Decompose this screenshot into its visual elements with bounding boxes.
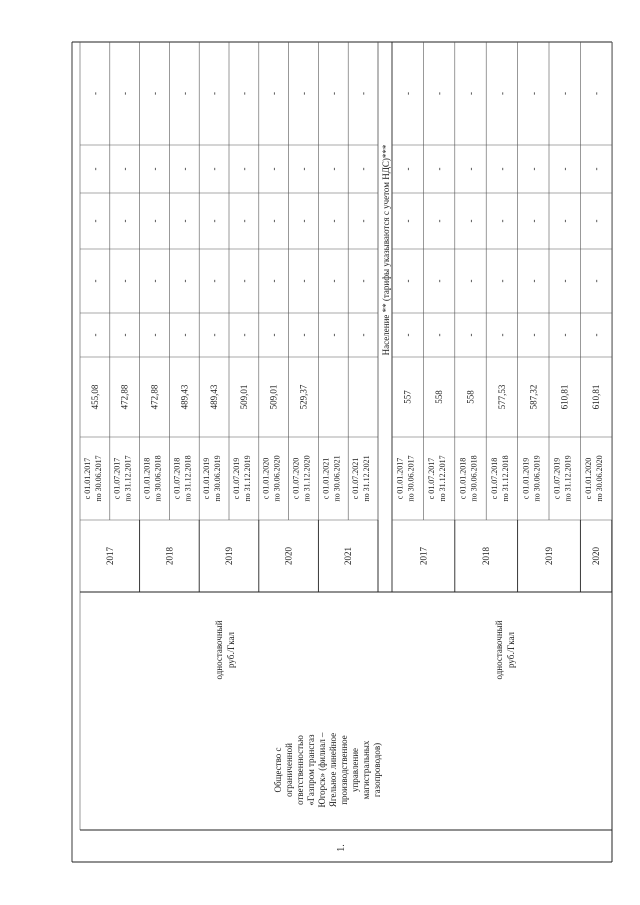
period-to: по 31.12.2018 <box>183 455 193 502</box>
dash-cell: - <box>209 279 220 283</box>
period-to: по 30.06.2018 <box>153 455 163 502</box>
dash-cell: - <box>89 167 100 171</box>
period-from: с 01.01.2019 <box>202 457 212 500</box>
dash-cell: - <box>358 333 369 337</box>
tariff-value: 509,01 <box>238 384 249 410</box>
year-label: 2020 <box>283 547 294 565</box>
dash-cell: - <box>179 333 190 337</box>
period-to: по 31.12.2019 <box>242 455 252 502</box>
dash-cell: - <box>559 279 570 283</box>
dash-cell: - <box>528 219 539 223</box>
year-label: 2017 <box>418 547 429 565</box>
dash-cell: - <box>465 333 476 337</box>
year-label: 2018 <box>481 547 492 565</box>
dash-cell: - <box>434 333 445 337</box>
dash-cell: - <box>465 92 476 95</box>
rate-type-line: одноставочный <box>494 620 504 680</box>
dash-cell: - <box>119 92 130 95</box>
dash-cell: - <box>559 219 570 223</box>
dash-cell: - <box>465 219 476 223</box>
period-to: по 31.12.2020 <box>302 455 312 502</box>
rate-type-line: руб./Гкал <box>226 631 236 669</box>
org-line: Югорск» (филиал – <box>317 732 327 808</box>
dash-cell: - <box>434 279 445 283</box>
dash-cell: - <box>591 167 602 171</box>
dash-cell: - <box>328 333 339 337</box>
dash-cell: - <box>496 333 507 337</box>
tariff-value: 455,08 <box>89 384 100 410</box>
dash-cell: - <box>496 92 507 95</box>
period-to: по 30.06.2019 <box>213 455 223 502</box>
dash-cell: - <box>528 92 539 95</box>
period-to: по 30.06.2021 <box>332 455 342 502</box>
table-cells <box>83 92 604 565</box>
period-from: с 01.07.2018 <box>172 457 182 500</box>
dash-cell: - <box>559 92 570 95</box>
period-from: с 01.01.2019 <box>521 457 531 500</box>
year-label: 2019 <box>544 547 554 565</box>
period-to: по 30.06.2020 <box>272 455 282 502</box>
dash-cell: - <box>238 167 249 171</box>
dash-cell: - <box>149 219 160 223</box>
dash-cell: - <box>119 279 130 283</box>
dash-cell: - <box>89 333 100 337</box>
dash-cell: - <box>591 333 602 337</box>
dash-cell: - <box>434 219 445 223</box>
dash-cell: - <box>298 279 309 283</box>
year-label: 2021 <box>343 547 354 565</box>
dash-cell: - <box>465 167 476 171</box>
dash-cell: - <box>328 219 339 223</box>
dash-cell: - <box>238 92 249 95</box>
tariff-value: 472,88 <box>119 384 130 410</box>
dash-cell: - <box>238 333 249 337</box>
period-to: по 30.06.2020 <box>595 455 605 502</box>
dash-cell: - <box>328 92 339 95</box>
period-from: с 01.07.2018 <box>489 457 499 500</box>
tariff-value: 587,32 <box>528 384 539 410</box>
tariff-value: 610,81 <box>591 384 602 410</box>
dash-cell: - <box>149 92 160 95</box>
tariff-value: 577,53 <box>496 384 507 410</box>
dash-cell: - <box>358 92 369 95</box>
tariff-value: 557 <box>402 390 413 404</box>
dash-cell: - <box>358 167 369 171</box>
dash-cell: - <box>496 219 507 223</box>
dash-cell: - <box>149 333 160 337</box>
population-header: Население ** (тарифы указываются с учетом НДС)*** <box>381 144 391 356</box>
dash-cell: - <box>402 333 413 337</box>
year-label: 2019 <box>224 547 234 565</box>
tariff-value: 489,43 <box>209 384 220 410</box>
rate-type-section2 <box>494 620 516 679</box>
period-from: с 01.01.2020 <box>261 457 271 500</box>
period-to: по 31.12.2017 <box>123 455 133 502</box>
dash-cell: - <box>434 92 445 95</box>
dash-cell: - <box>149 279 160 283</box>
dash-cell: - <box>465 279 476 283</box>
dash-cell: - <box>119 167 130 171</box>
dash-cell: - <box>268 279 279 283</box>
year-label: 2018 <box>164 547 175 565</box>
dash-cell: - <box>528 167 539 171</box>
dash-cell: - <box>238 219 249 223</box>
dash-cell: - <box>298 219 309 223</box>
org-line: «Газпром трансгаз <box>306 734 316 806</box>
dash-cell: - <box>209 333 220 337</box>
tariff-value: 472,88 <box>149 384 160 410</box>
dash-cell: - <box>591 219 602 223</box>
organization-name <box>273 732 382 808</box>
org-line: газопроводов) <box>372 742 382 798</box>
dash-cell: - <box>179 167 190 171</box>
period-from: с 01.01.2017 <box>395 457 405 500</box>
period-from: с 01.07.2020 <box>291 457 301 500</box>
tariff-value: 610,81 <box>559 384 570 410</box>
dash-cell: - <box>298 167 309 171</box>
org-line: Ягельное линейное <box>328 732 338 808</box>
dash-cell: - <box>268 92 279 95</box>
dash-cell: - <box>179 219 190 223</box>
org-line: управление <box>350 747 360 793</box>
period-from: с 01.07.2021 <box>351 457 361 500</box>
period-to: по 31.12.2021 <box>362 455 372 502</box>
dash-cell: - <box>179 92 190 95</box>
period-from: с 01.07.2017 <box>427 457 437 500</box>
dash-cell: - <box>328 167 339 171</box>
year-label: 2020 <box>591 547 602 565</box>
dash-cell: - <box>528 333 539 337</box>
dash-cell: - <box>528 279 539 283</box>
period-from: с 01.01.2021 <box>321 457 331 500</box>
dash-cell: - <box>238 279 249 283</box>
org-line: ограниченной <box>284 743 294 797</box>
tariff-value: 558 <box>434 390 445 404</box>
period-to: по 30.06.2019 <box>532 455 542 502</box>
period-from: с 01.01.2018 <box>458 457 468 500</box>
dash-cell: - <box>328 279 339 283</box>
period-from: с 01.07.2017 <box>112 457 122 500</box>
dash-cell: - <box>268 333 279 337</box>
dash-cell: - <box>402 92 413 95</box>
dash-cell: - <box>402 167 413 171</box>
dash-cell: - <box>591 279 602 283</box>
dash-cell: - <box>402 279 413 283</box>
period-from: с 01.07.2019 <box>552 457 562 500</box>
dash-cell: - <box>358 279 369 283</box>
period-to: по 31.12.2019 <box>563 455 573 502</box>
dash-cell: - <box>358 219 369 223</box>
period-from: с 01.01.2017 <box>82 457 92 500</box>
dash-cell: - <box>89 92 100 95</box>
period-from: с 01.01.2020 <box>584 457 594 500</box>
dash-cell: - <box>591 92 602 95</box>
row-number: 1. <box>336 844 347 852</box>
dash-cell: - <box>89 279 100 283</box>
dash-cell: - <box>119 333 130 337</box>
period-to: по 31.12.2018 <box>500 455 510 502</box>
dash-cell: - <box>209 219 220 223</box>
period-to: по 30.06.2018 <box>469 455 479 502</box>
dash-cell: - <box>298 92 309 95</box>
tariff-value: 489,43 <box>179 384 190 410</box>
dash-cell: - <box>119 219 130 223</box>
dash-cell: - <box>268 167 279 171</box>
period-to: по 31.12.2017 <box>438 455 448 502</box>
dash-cell: - <box>179 279 190 283</box>
dash-cell: - <box>89 219 100 223</box>
dash-cell: - <box>496 279 507 283</box>
dash-cell: - <box>559 167 570 171</box>
tariff-value: 558 <box>465 390 476 404</box>
dash-cell: - <box>209 167 220 171</box>
tariff-value: 509,01 <box>268 384 279 410</box>
dash-cell: - <box>298 333 309 337</box>
year-label: 2017 <box>104 547 115 565</box>
rate-type-section1 <box>214 620 236 679</box>
rate-type-line: руб./Гкал <box>506 631 516 669</box>
org-line: Общество с <box>273 747 283 793</box>
org-line: производственное <box>339 735 349 805</box>
tariff-value: 529,37 <box>298 384 309 410</box>
dash-cell: - <box>402 219 413 223</box>
period-to: по 30.06.2017 <box>406 455 416 502</box>
org-line: ответственностью <box>295 735 305 805</box>
dash-cell: - <box>209 92 220 95</box>
rate-type-line: одноставочный <box>214 620 224 680</box>
period-to: по 30.06.2017 <box>93 455 103 502</box>
period-from: с 01.07.2019 <box>231 457 241 500</box>
dash-cell: - <box>559 333 570 337</box>
dash-cell: - <box>149 167 160 171</box>
period-from: с 01.01.2018 <box>142 457 152 500</box>
dash-cell: - <box>434 167 445 171</box>
dash-cell: - <box>496 167 507 171</box>
dash-cell: - <box>268 219 279 223</box>
org-line: магистральных <box>361 740 371 800</box>
